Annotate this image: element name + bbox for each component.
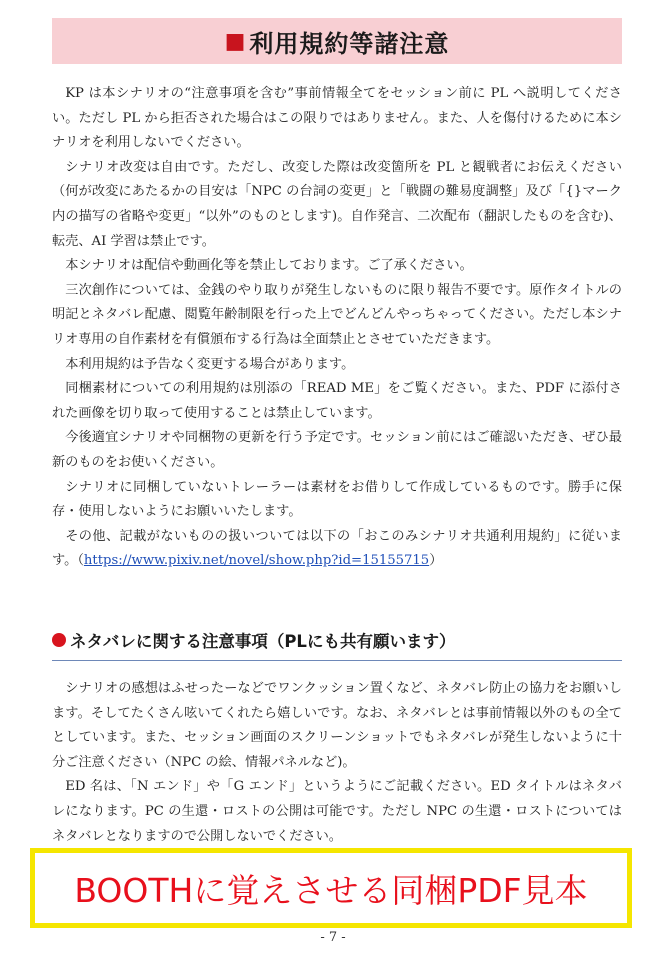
paragraph: 本利用規約は予告なく変更する場合があります。 [65,356,355,372]
spoiler-section [52,677,622,849]
sample-banner-text: BOOTHに覚えさせる同梱PDF見本 [74,870,588,910]
paragraph-text: その他、記載がないものの扱いついては以下の「おこのみシナリオ共通利用規約」に従います。（ [52,528,622,569]
paragraph: KP は本シナリオの“注意事項を含む”事前情報全てをセッション前に PL へ説明してください。ただし PL から拒否された場合はこの限りではありません。また、人を傷付けるために本シナリオを利用しないでください。 [52,86,622,151]
paragraph: 本シナリオは配信や動画化等を禁止しております。ご了承ください。 [65,258,473,274]
spoiler-heading-text: ネタバレに関する注意事項（PLにも共有願います） [70,632,456,651]
paragraph: シナリオの感想はふせったーなどでワンクッション置くなど、ネタバレ防止の協力をお願いします。そしてたくさん呟いてくれたら嬉しいです。なお、ネタバレとは事前情報以外のもの全てとしています。また、セッション画面のスクリーンショットでもネタバレが発生しないように十分ご注意ください（NPC の絵、情報パネルなど)。 [52,681,622,770]
page-number: - 7 - [320,930,346,945]
paragraph: シナリオ改変は自由です。ただし、改変した際は改変箇所を PL と観戦者にお伝えください（何が改変にあたるかの目安は「NPC の台詞の変更」と「戦闘の難易度調整」及び「{}マーク内の描写の省略や変更」“以外”のものとします)。自作発言、二次配布（翻訳したものを含む)、転売、AI 学習は禁止です。 [52,159,622,249]
page-title: 利用規約等諸注意 [249,29,450,58]
red-square-icon: ■ [224,28,246,54]
terms-section [52,82,622,574]
spoiler-section-heading [52,620,622,661]
paragraph-with-link [52,525,622,574]
paragraph: 三次創作については、金銭のやり取りが発生しないものに限り報告不要です。原作タイトルの明記とネタバレ配慮、閲覧年齢制限を行った上でどんどんやっちゃってください。ただし本シナリオ専用の自作素材を有償頒布する行為は全面禁止とさせていただきます。 [52,282,622,347]
red-dot-icon [52,633,66,647]
paragraph: 今後適宜シナリオや同梱物の更新を行う予定です。セッション前にはご確認いただき、ぜひ最新のものをお使いください。 [52,430,622,470]
sample-banner [30,848,632,928]
paragraph-close: ） [429,553,443,569]
common-terms-link[interactable]: https://www.pixiv.net/novel/show.php?id=15155715 [83,553,430,569]
paragraph: ED 名は、「N エンド」や「G エンド」というようにご記載ください。ED タイトルはネタバレになります。PC の生還・ロストの公開は可能です。ただし NPC の生還・ロストについてはネタバレとなりますので公開しないでください。 [52,779,622,844]
paragraph: 同梱素材についての利用規約は別添の「READ ME」をご覧ください。また、PDF に添付された画像を切り取って使用することは禁止しています。 [52,381,622,421]
paragraph: シナリオに同梱していないトレーラーは素材をお借りして作成しているものです。勝手に保存・使用しないようにお願いいたします。 [52,479,622,520]
page-title-bar [52,18,622,64]
